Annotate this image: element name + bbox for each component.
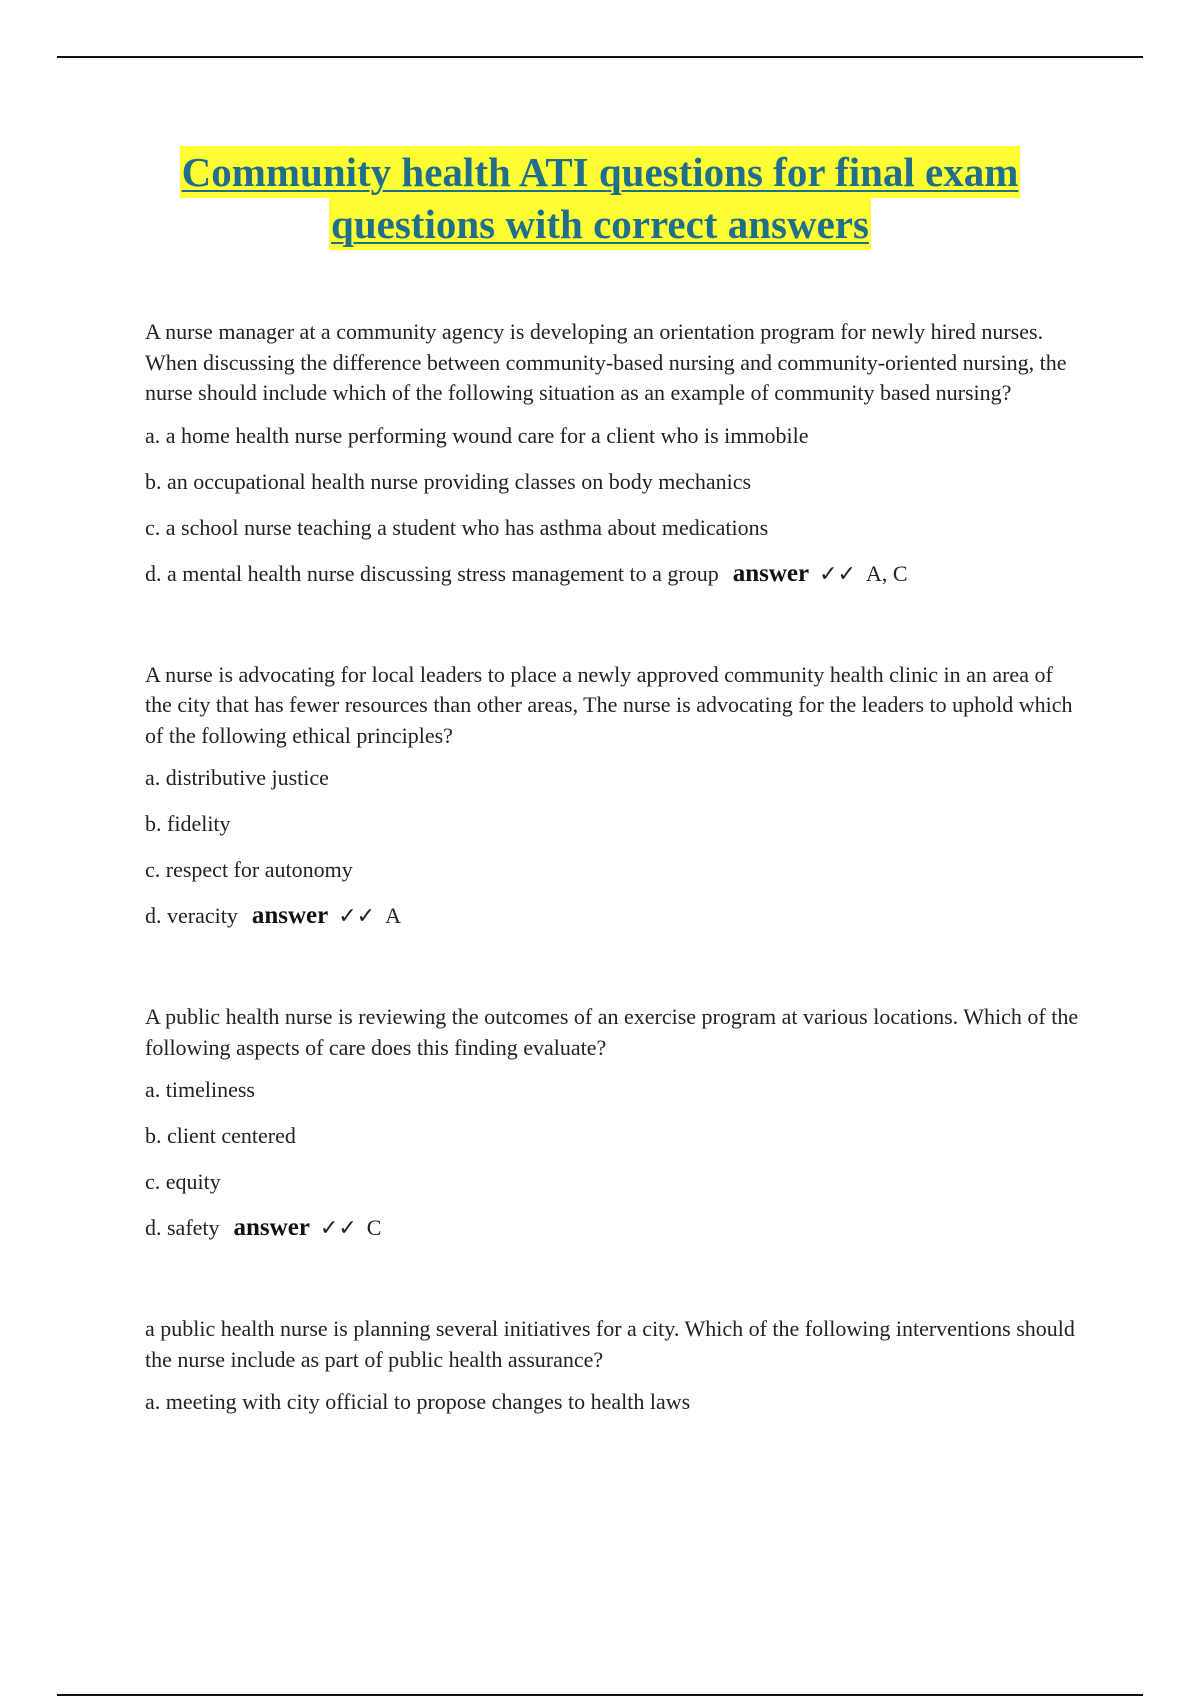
option-b: b. an occupational health nurse providing classes on body mechanics [145, 468, 752, 494]
option-d-with-answer [145, 901, 1080, 932]
option-c: c. respect for autonomy [145, 857, 353, 882]
answer-value: A, C [865, 560, 908, 586]
answer-label: answer [251, 902, 329, 929]
option-a: a. a home health nurse performing wound care for a client who is immobile [145, 422, 809, 448]
double-check-icon: ✓✓ [819, 561, 856, 587]
option-a: a. distributive justice [145, 765, 329, 790]
question-list [145, 317, 1080, 1433]
option-d: d. safety [145, 1215, 220, 1240]
option-c: c. equity [145, 1169, 221, 1194]
question-4 [145, 1314, 1080, 1417]
answer-label: answer [233, 1214, 310, 1241]
option-d-with-answer [145, 559, 1080, 590]
bottom-rule [57, 1694, 1143, 1696]
option-b: b. client centered [145, 1123, 296, 1148]
title-line-1: Community health ATI questions for final exam [180, 146, 1021, 198]
option-d-with-answer [145, 1213, 1080, 1244]
option-a: a. meeting with city official to propose changes to health laws [145, 1389, 691, 1414]
question-text: A nurse is advocating for local leaders to place a newly approved community health clinic in an area of the city that has fewer resources than other areas, The nurse is advocating for the leaders to uphold which of the following ethical principles? [145, 661, 1073, 748]
question-3 [145, 1002, 1080, 1244]
option-b: b. fidelity [145, 811, 231, 836]
title-line-2: questions with correct answers [329, 198, 871, 250]
option-a: a. timeliness [145, 1077, 255, 1102]
question-text: A public health nurse is reviewing the outcomes of an exercise program at various locations. Which of the following aspects of care does this finding evaluate? [145, 1004, 1079, 1060]
document-title [0, 146, 1200, 250]
question-1 [145, 317, 1080, 590]
option-c: c. a school nurse teaching a student who has asthma about medications [145, 514, 769, 540]
double-check-icon: ✓✓ [338, 904, 376, 929]
answer-value: C [366, 1215, 382, 1240]
question-text: a public health nurse is planning several initiatives for a city. Which of the following interventions should the nurse include as part of public health assurance? [145, 1316, 1075, 1372]
answer-value: A [385, 903, 402, 928]
option-d: d. a mental health nurse discussing stress management to a group [145, 560, 719, 586]
question-text: A nurse manager at a community agency is developing an orientation program for newly hired nurses. When discussing the difference between community-based nursing and community-oriented nursing, the nurse should include which of the following situation as an example of community based nursing? [145, 319, 1067, 405]
answer-label: answer [732, 559, 810, 587]
top-rule [57, 56, 1143, 58]
option-d: d. veracity [145, 903, 238, 928]
double-check-icon: ✓✓ [319, 1216, 357, 1241]
question-2 [145, 660, 1080, 933]
